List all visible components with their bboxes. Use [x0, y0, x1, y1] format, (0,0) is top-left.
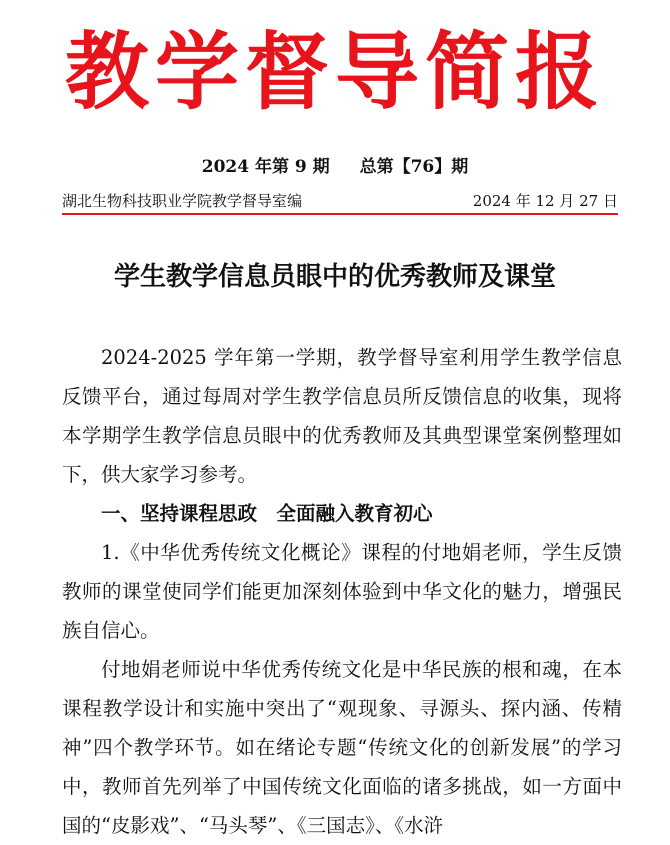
issue-line — [0, 152, 670, 177]
masthead-title: 教学督导简报 — [64, 23, 605, 121]
issue-period: 2024 年第 9 期 — [201, 157, 330, 177]
editor-date: 2024 年 12 月 27 日 — [472, 192, 618, 210]
paragraph-2: 付地娟老师说中华优秀传统文化是中华民族的根和魂，在本课程教学设计和实施中突出了“观现象、寻源头、探内涵、传精神”四个教学环节。如在绪论专题“传统文化的创新发展”的学习中，教师首先列举了中国传统文化面临的诸多挑战，如一方面中国的“皮影戏”、“马头琴”、《三国志》、《水浒 — [62, 658, 622, 837]
article-title: 学生教学信息员眼中的优秀教师及课堂 — [113, 262, 556, 292]
section-heading: 一、坚持课程思政 全面融入教育初心 — [101, 502, 433, 525]
paragraph-1: 1.《中华优秀传统文化概论》课程的付地娟老师，学生反馈教师的课堂使同学们能更加深刻体验到中华文化的魅力，增强民族自信心。 — [62, 541, 622, 642]
editor-unit: 湖北生物科技职业学院教学督导室编 — [62, 192, 303, 210]
issue-total: 总第【76】期 — [359, 157, 469, 177]
editor-line — [62, 190, 618, 211]
red-divider — [62, 213, 618, 215]
article-body — [62, 338, 622, 845]
intro-paragraph: 2024-2025 学年第一学期，教学督导室利用学生教学信息反馈平台，通过每周对学生教学信息员所反馈信息的收集，现将本学期学生教学信息员眼中的优秀教师及其典型课堂案例整理如下，供大家学习参考。 — [62, 346, 622, 486]
